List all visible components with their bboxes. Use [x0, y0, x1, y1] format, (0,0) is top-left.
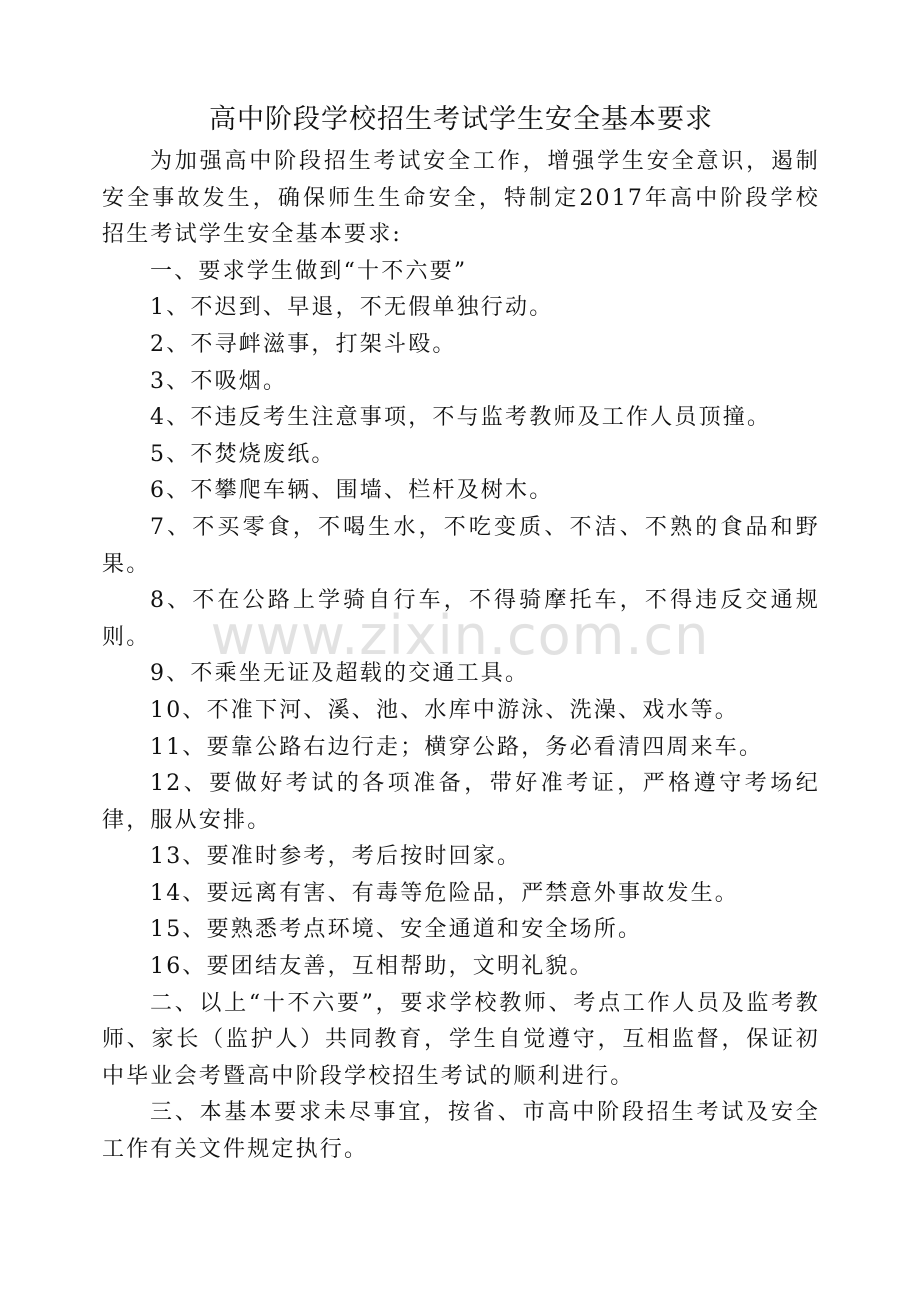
watermark-text: www.zixin.com.cn: [210, 604, 710, 667]
rule-item-8: 8、不在公路上学骑自行车，不得骑摩托车，不得违反交通规则。: [102, 588, 820, 650]
rule-item-12: 12、要做好考试的各项准备，带好准考证，严格遵守考场纪律，服从安排。: [102, 771, 820, 833]
section-3-paragraph: 三、本基本要求未尽事宜，按省、市高中阶段招生考试及安全工作有关文件规定执行。: [102, 1100, 820, 1163]
rule-item-4: 4、不违反考生注意事项，不与监考教师及工作人员顶撞。: [150, 405, 772, 431]
rule-item-11: 11、要靠公路右边行走；横穿公路，务必看清四周来车。: [150, 734, 764, 760]
intro-paragraph: 为加强高中阶段招生考试安全工作，增强学生安全意识，遏制安全事故发生，确保师生生命安全，特制定2017年高中阶段学校招生考试学生安全基本要求:: [102, 149, 820, 248]
rule-item-2: 2、不寻衅滋事，打架斗殴。: [150, 331, 457, 357]
section-1-heading: 一、要求学生做到“十不六要”: [150, 258, 468, 284]
rule-item-16: 16、要团结友善，互相帮助，文明礼貌。: [150, 954, 594, 980]
rule-item-15: 15、要熟悉考点环境、安全通道和安全场所。: [150, 917, 643, 943]
document-page: [102, 98, 820, 1169]
rule-item-14: 14、要远离有害、有毒等危险品，严禁意外事故发生。: [150, 880, 739, 906]
rule-item-10: 10、不准下河、溪、池、水库中游泳、洗澡、戏水等。: [150, 697, 739, 723]
rule-item-6: 6、不攀爬车辆、围墙、栏杆及树木。: [150, 478, 554, 504]
rule-item-3: 3、不吸烟。: [150, 368, 288, 394]
document-title: 高中阶段学校招生考试学生安全基本要求: [209, 104, 713, 135]
rule-item-9: 9、不乘坐无证及超载的交通工具。: [150, 661, 530, 687]
rule-item-7: 7、不买零食，不喝生水，不吃变质、不洁、不熟的食品和野果。: [102, 514, 820, 577]
rule-item-13: 13、要准时参考，考后按时回家。: [150, 844, 522, 870]
section-2-paragraph: 二、以上“十不六要”，要求学校教师、考点工作人员及监考教师、家长（监护人）共同教育，学生自觉遵守，互相监督，保证初中毕业会考暨高中阶段学校招生考试的顺利进行。: [102, 990, 820, 1089]
rule-item-1: 1、不迟到、早退，不无假单独行动。: [150, 295, 554, 321]
rule-item-5: 5、不焚烧废纸。: [150, 441, 336, 467]
